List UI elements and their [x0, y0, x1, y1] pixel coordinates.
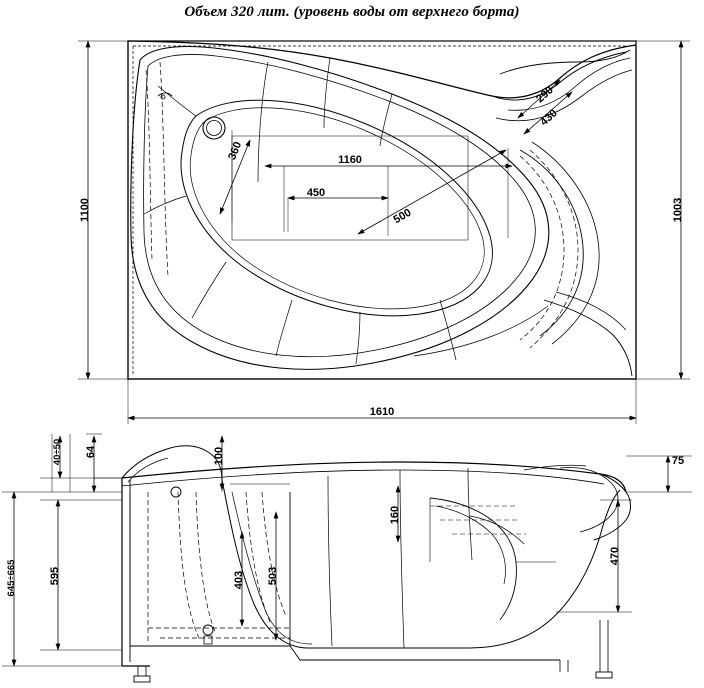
dim-430: 430: [538, 107, 560, 129]
dim-1100: 1100: [79, 198, 91, 222]
dim-1160: 1160: [338, 154, 362, 166]
dim-290: 290: [534, 84, 556, 106]
dim-450: 450: [306, 187, 326, 199]
dim-470: 470: [609, 546, 621, 566]
dim-40-50: 40÷50: [52, 438, 63, 466]
dim-75: 75: [671, 455, 685, 467]
dim-360: 360: [226, 140, 245, 162]
dim-64: 64: [85, 445, 97, 459]
dimension-labels: [6, 84, 684, 596]
dim-595: 595: [49, 566, 61, 586]
dim-503: 503: [267, 566, 279, 586]
dim-1610: 1610: [369, 406, 395, 418]
dim-160: 160: [389, 505, 401, 525]
dim-403: 403: [233, 570, 245, 590]
page-title: Объем 320 лит. (уровень воды от верхнего борта): [184, 4, 520, 20]
dim-500: 500: [391, 206, 414, 227]
top-view-group: [78, 41, 690, 424]
dim-645-665: 645÷665: [6, 559, 17, 597]
dim-100: 100: [213, 446, 225, 466]
side-view-group: [2, 434, 692, 682]
dim-1003: 1003: [672, 197, 684, 223]
